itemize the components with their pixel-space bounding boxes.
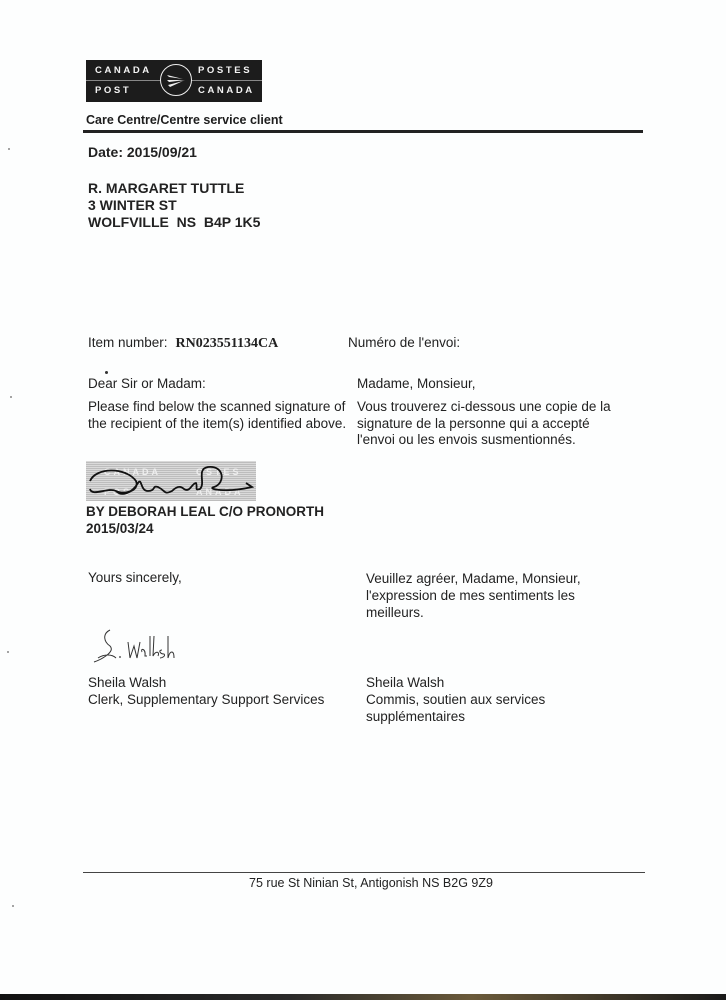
recipient-name: R. MARGARET TUTTLE	[88, 180, 245, 196]
item-number-label: Item number:	[88, 335, 168, 350]
signed-by-name: BY DEBORAH LEAL C/O PRONORTH	[86, 504, 325, 519]
canada-post-emblem-icon	[160, 64, 192, 96]
item-number-row	[88, 335, 278, 352]
recipient-signature-image	[86, 461, 256, 501]
recipient-city: WOLFVILLE NS B4P 1K5	[88, 214, 261, 230]
sender-block-fr	[366, 674, 626, 725]
letter-date: Date: 2015/09/21	[88, 144, 197, 160]
sender-name-fr: Sheila Walsh	[366, 675, 445, 690]
salutation-en: Dear Sir or Madam:	[88, 376, 206, 391]
item-number-value: RN023551134CA	[175, 336, 279, 351]
svg-text:OSTES: OSTES	[196, 467, 242, 477]
body-en: Please find below the scanned signature of the recipient of the item(s) identified above.	[88, 399, 347, 431]
signed-by-block	[86, 503, 324, 537]
sender-title-fr: Commis, soutien aux services supplémentaires	[366, 692, 546, 724]
department-title: Care Centre/Centre service client	[86, 113, 283, 127]
sender-block-en	[88, 674, 324, 708]
svg-text:ANADA: ANADA	[196, 487, 244, 497]
closing-fr: Veuillez agréer, Madame, Monsieur, l'expression de mes sentiments les meilleurs.	[366, 571, 581, 620]
scan-edge	[0, 994, 726, 1000]
logo-text-postes: POSTES	[198, 65, 253, 76]
salutation-fr: Madame, Monsieur,	[357, 376, 476, 391]
footer-address: 75 rue St Ninian St, Antigonish NS B2G 9Z9	[249, 876, 493, 890]
recipient-street: 3 WINTER ST	[88, 197, 177, 213]
logo-text-post: POST	[95, 85, 132, 96]
sender-title-en: Clerk, Supplementary Support Services	[88, 692, 325, 707]
signed-by-date: 2015/03/24	[86, 521, 154, 536]
canada-post-logo	[86, 60, 262, 102]
svg-text:CANADA: CANADA	[104, 467, 161, 477]
recipient-address	[88, 180, 260, 231]
svg-text:POS: POS	[104, 487, 133, 497]
item-number-label-fr: Numéro de l'envoi:	[348, 335, 461, 350]
recipient-signature-stroke	[86, 461, 256, 501]
body-fr: Vous trouverez ci-dessous une copie de la signature de la personne qui a accepté l'envoi ou les envois susmentionnés.	[357, 399, 611, 447]
sender-handwritten-signature	[90, 624, 190, 674]
footer-rule	[83, 872, 645, 873]
closing-en: Yours sincerely,	[88, 570, 182, 585]
logo-text-canada-fr: CANADA	[198, 85, 255, 96]
logo-text-canada: CANADA	[95, 65, 152, 76]
header-rule	[83, 130, 643, 133]
sender-name-en: Sheila Walsh	[88, 675, 167, 690]
